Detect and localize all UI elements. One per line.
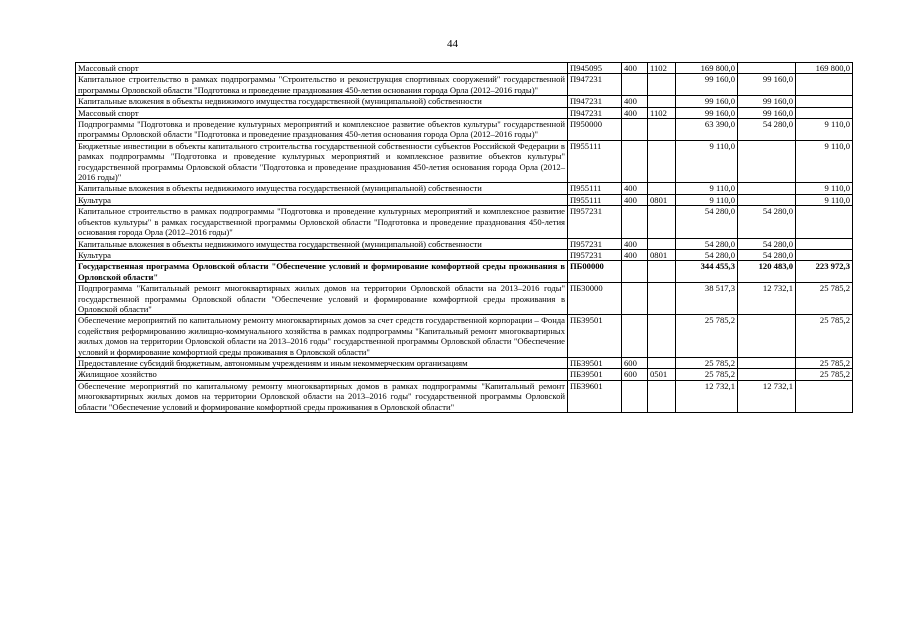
row-regional: 25 785,2 [796, 283, 853, 315]
row-total: 344 455,3 [676, 261, 738, 283]
row-federal: 99 160,0 [738, 96, 796, 107]
table-row [76, 194, 853, 205]
row-code: ПБ00000 [568, 261, 622, 283]
row-expense-type: 600 [622, 369, 648, 380]
row-code: П950000 [568, 119, 622, 141]
row-total: 9 110,0 [676, 183, 738, 194]
row-expense-type: 400 [622, 63, 648, 74]
row-total: 54 280,0 [676, 206, 738, 238]
row-total: 169 800,0 [676, 63, 738, 74]
table-row [76, 315, 853, 358]
row-expense-type [622, 74, 648, 96]
row-section [648, 140, 676, 183]
row-federal [738, 183, 796, 194]
row-code: П947231 [568, 74, 622, 96]
row-name: Капитальное строительство в рамках подпрограммы "Строительство и реконструкция спортивных сооружений" государственной программы Орловской области "Подготовка и проведение празднования 450-летия основания города Орла (2012–2016 годы)" [76, 74, 568, 96]
row-name: Обеспечение мероприятий по капитальному ремонту многоквартирных домов в рамках подпрограммы "Капитальный ремонт многоквартирных жилых домов на территории Орловской области на 2013–2016 годы" государственной программы Орловской области "Обеспечение условий и формирование комфортной среды проживания в Орловской области" [76, 380, 568, 412]
row-section: 0801 [648, 249, 676, 260]
row-name: Капитальные вложения в объекты недвижимого имущества государственной (муниципальной) собственности [76, 238, 568, 249]
table-row [76, 140, 853, 183]
row-federal: 120 483,0 [738, 261, 796, 283]
row-expense-type: 400 [622, 183, 648, 194]
row-total: 38 517,3 [676, 283, 738, 315]
row-section [648, 380, 676, 412]
row-section: 1102 [648, 107, 676, 118]
row-code: ПБ39501 [568, 357, 622, 368]
row-federal: 54 280,0 [738, 249, 796, 260]
row-regional [796, 96, 853, 107]
row-section [648, 238, 676, 249]
row-expense-type: 400 [622, 238, 648, 249]
table-row [76, 380, 853, 412]
row-code: П955111 [568, 183, 622, 194]
row-total: 12 732,1 [676, 380, 738, 412]
row-federal [738, 315, 796, 358]
row-code: ПБ39501 [568, 369, 622, 380]
table-row [76, 357, 853, 368]
row-name: Капитальные вложения в объекты недвижимого имущества государственной (муниципальной) собственности [76, 96, 568, 107]
row-section [648, 206, 676, 238]
row-regional: 9 110,0 [796, 183, 853, 194]
row-federal: 99 160,0 [738, 107, 796, 118]
row-section [648, 96, 676, 107]
row-name: Подпрограммы "Подготовка и проведение культурных мероприятий и комплексное развитие объектов культуры" государственной программы Орловской области "Подготовка и проведение празднования 450-летия основания города Орла (2012–2016 годы)" [76, 119, 568, 141]
row-section [648, 183, 676, 194]
row-expense-type [622, 283, 648, 315]
row-expense-type [622, 206, 648, 238]
row-section [648, 357, 676, 368]
row-regional [796, 206, 853, 238]
table-row [76, 107, 853, 118]
row-regional [796, 74, 853, 96]
row-name: Подпрограмма "Капитальный ремонт многоквартирных жилых домов на территории Орловской области на 2013–2016 годы" государственной программы Орловской области "Обеспечение условий и формирование комфортной среды проживания в Орловской области" [76, 283, 568, 315]
row-total: 25 785,2 [676, 315, 738, 358]
row-regional [796, 107, 853, 118]
table-row [76, 238, 853, 249]
row-federal [738, 140, 796, 183]
table-row [76, 249, 853, 260]
row-regional: 9 110,0 [796, 194, 853, 205]
table-row [76, 96, 853, 107]
table-row [76, 63, 853, 74]
row-name: Обеспечение мероприятий по капитальному ремонту многоквартирных домов за счет средств государственной корпорации – Фонда содействия реформированию жилищно-коммунального хозяйства в рамках подпрограммы "Капитальный ремонт многоквартирных жилых домов на территории Орловской области на 2013–2016 годы" государственной программы Орловской области "Обеспечение условий и формирование комфортной среды проживания в Орловской области" [76, 315, 568, 358]
row-section [648, 283, 676, 315]
row-total: 54 280,0 [676, 249, 738, 260]
row-federal: 54 280,0 [738, 206, 796, 238]
row-code: П955111 [568, 194, 622, 205]
row-total: 99 160,0 [676, 96, 738, 107]
table-row [76, 369, 853, 380]
row-code: П957231 [568, 249, 622, 260]
row-regional: 9 110,0 [796, 119, 853, 141]
row-total: 63 390,0 [676, 119, 738, 141]
row-code: ПБ39501 [568, 315, 622, 358]
row-code: П945095 [568, 63, 622, 74]
row-regional: 223 972,3 [796, 261, 853, 283]
row-expense-type [622, 261, 648, 283]
row-federal: 12 732,1 [738, 283, 796, 315]
row-name: Культура [76, 249, 568, 260]
row-expense-type: 400 [622, 107, 648, 118]
row-code: П955111 [568, 140, 622, 183]
table-row [76, 206, 853, 238]
row-total: 54 280,0 [676, 238, 738, 249]
row-code: ПБ30000 [568, 283, 622, 315]
table-row [76, 183, 853, 194]
row-expense-type [622, 315, 648, 358]
row-name: Предоставление субсидий бюджетным, автономным учреждениям и иным некоммерческим организациям [76, 357, 568, 368]
row-regional: 169 800,0 [796, 63, 853, 74]
row-regional: 9 110,0 [796, 140, 853, 183]
budget-table [75, 62, 853, 413]
table-row [76, 283, 853, 315]
row-section [648, 74, 676, 96]
row-federal [738, 63, 796, 74]
row-name: Бюджетные инвестиции в объекты капитального строительства государственной собственности субъектов Российской Федерации в рамках подпрограммы "Подготовка и проведение культурных мероприятий и комплексное развитие объектов культуры" государственной программы Орловской области "Подготовка и проведение празднования 450-летия основания города Орла (2012–2016 годы)" [76, 140, 568, 183]
row-section [648, 119, 676, 141]
row-total: 25 785,2 [676, 357, 738, 368]
row-federal: 12 732,1 [738, 380, 796, 412]
row-total: 9 110,0 [676, 194, 738, 205]
row-federal [738, 369, 796, 380]
row-code: П957231 [568, 238, 622, 249]
page-number: 44 [447, 38, 458, 50]
row-section: 0501 [648, 369, 676, 380]
row-name: Жилищное хозяйство [76, 369, 568, 380]
row-expense-type [622, 140, 648, 183]
row-regional: 25 785,2 [796, 315, 853, 358]
row-total: 9 110,0 [676, 140, 738, 183]
row-regional [796, 238, 853, 249]
row-expense-type [622, 380, 648, 412]
row-total: 25 785,2 [676, 369, 738, 380]
row-federal: 54 280,0 [738, 238, 796, 249]
table-row [76, 74, 853, 96]
row-section: 1102 [648, 63, 676, 74]
row-code: П947231 [568, 96, 622, 107]
row-name: Массовый спорт [76, 107, 568, 118]
row-federal: 99 160,0 [738, 74, 796, 96]
row-name: Массовый спорт [76, 63, 568, 74]
row-federal: 54 280,0 [738, 119, 796, 141]
row-name: Капитальное строительство в рамках подпрограммы "Подготовка и проведение культурных мероприятий и комплексное развитие объектов культуры" в рамках государственной программы Орловской области "Подготовка и проведение празднования 450-летия основания города Орла (2012–2016 годы)" [76, 206, 568, 238]
table-row [76, 119, 853, 141]
row-name: Капитальные вложения в объекты недвижимого имущества государственной (муниципальной) собственности [76, 183, 568, 194]
row-code: П957231 [568, 206, 622, 238]
row-section: 0801 [648, 194, 676, 205]
row-expense-type: 400 [622, 96, 648, 107]
row-name: Культура [76, 194, 568, 205]
row-expense-type: 600 [622, 357, 648, 368]
row-federal [738, 194, 796, 205]
row-total: 99 160,0 [676, 74, 738, 96]
row-expense-type: 400 [622, 249, 648, 260]
row-code: ПБ39601 [568, 380, 622, 412]
row-name: Государственная программа Орловской области "Обеспечение условий и формирование комфортной среды проживания в Орловской области" [76, 261, 568, 283]
row-section [648, 261, 676, 283]
table-body [76, 63, 853, 413]
row-section [648, 315, 676, 358]
row-expense-type [622, 119, 648, 141]
row-federal [738, 357, 796, 368]
row-code: П947231 [568, 107, 622, 118]
row-expense-type: 400 [622, 194, 648, 205]
row-total: 99 160,0 [676, 107, 738, 118]
row-regional: 25 785,2 [796, 357, 853, 368]
row-regional: 25 785,2 [796, 369, 853, 380]
row-regional [796, 249, 853, 260]
row-regional [796, 380, 853, 412]
table-row [76, 261, 853, 283]
